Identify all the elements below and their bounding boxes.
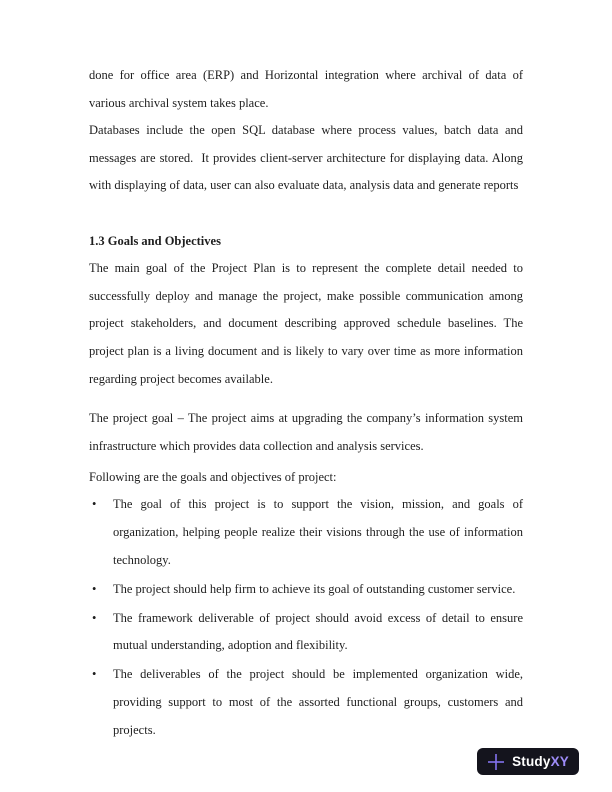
list-item-text: The deliverables of the project should be implemented organization wide, providing support to most of the assorted functional groups, customers and projects.: [113, 667, 523, 737]
document-content: [89, 62, 523, 744]
paragraph: Following are the goals and objectives of project:: [89, 469, 337, 484]
paragraph: The main goal of the Project Plan is to represent the complete detail needed to successfully deploy and manage the project, make possible communication among project stakeholders, and document describing approved schedule baselines. The project plan is a living document and is likely to vary over time as more information regarding project becomes available.: [89, 261, 523, 386]
paragraph: done for office area (ERP) and Horizontal integration where archival of data of various archival system takes place.: [89, 68, 523, 110]
bullet-marker: •: [92, 667, 97, 682]
logo-text-secondary: XY: [550, 754, 569, 769]
bullet-marker: •: [92, 581, 97, 596]
paragraph: The project goal – The project aims at upgrading the company’s information system infrastructure which provides data collection and analysis services.: [89, 411, 523, 453]
list-item-text: The project should help firm to achieve its goal of outstanding customer service.: [113, 581, 516, 596]
list-item: [89, 605, 523, 660]
list-item: [89, 491, 523, 574]
plus-icon: [487, 753, 505, 771]
section-heading: 1.3 Goals and Objectives: [89, 233, 221, 248]
list-item-text: The framework deliverable of project should avoid excess of detail to ensure mutual understanding, adoption and flexibility.: [113, 610, 523, 653]
bullet-list: [89, 491, 523, 744]
logo-text-primary: Study: [512, 754, 551, 769]
bullet-marker: •: [92, 610, 97, 625]
studyxy-logo: [477, 748, 579, 775]
bullet-marker: •: [92, 497, 97, 512]
paragraph: Databases include the open SQL database where process values, batch data and messages are stored. It provides client-server architecture for displaying data. Along with displaying of data, user can also evaluate data, analysis data and generate reports: [89, 123, 523, 193]
list-item-text: The goal of this project is to support the vision, mission, and goals of organization, helping people realize their visions through the use of information technology.: [113, 497, 523, 567]
list-item: [89, 576, 523, 604]
list-item: [89, 661, 523, 744]
